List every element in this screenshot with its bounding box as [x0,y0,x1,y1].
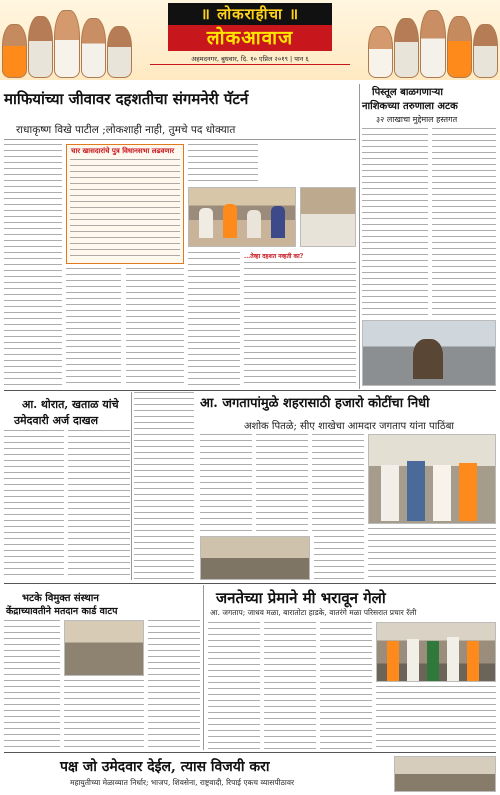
janta-headline: जनतेच्या प्रेमाने मी भरावून गेलो [216,589,386,607]
lead-text-column-1 [4,144,62,387]
jagtap-photo [368,434,496,524]
dateline: अहमदनगर, बुधवार, दि. १० एप्रिल २०१९ | पान ६ [191,55,309,63]
newspaper-logo [168,3,332,53]
paksh-subhead: महायुतीच्या मेळाव्यात निर्धार; भाजप, शिवसेना, राष्ट्रवादी, रिपाई एकच व्यासपीठावर [70,778,295,787]
bhatke-photo [64,620,144,676]
bhatke-headline-line1: भटके विमुक्त संस्थान [22,593,99,604]
bhatke-headline-line2: केंद्राच्यावतीने मतदान कार्ड वाटप [6,606,118,617]
lead-highlight-box [66,144,184,264]
lead-headline: माफियांच्या जीवावर दहशतीचा संगमनेरी पॅटर्न [4,90,249,108]
lead-photo [188,187,296,247]
jagtap-subhead: अशोक पितळे; सीए शाखेचा आमदार जगताप यांना पाठिंबा [244,421,454,432]
thorat-headline-line2: उमेदवारी अर्ज दाखल [14,414,99,427]
side-photo [362,320,496,386]
lead-box-heading: चार खासदारांचे पुत्र विधानसभा लढवणार [71,147,175,155]
thorat-headline-line1: आ. थोरात, खताळ यांचे [22,398,119,411]
logo-bottom: लोकआवाज [168,25,332,51]
jagtap-rally-photo [200,536,310,580]
paksh-headline: पक्ष जो उमेदवार देईल, त्यास विजयी करा [60,759,270,775]
janta-photo [376,622,496,682]
masthead-leaders-right [368,6,498,78]
lead-sub-caption: ...तेव्हा दहशत नव्हती का? [244,253,304,260]
jagtap-headline: आ. जगतापांमुळे शहरासाठी हजारो कोटींचा निधी [200,396,430,411]
masthead-leaders-left [2,6,132,78]
lead-subhead: राधाकृष्ण विखे पाटील ;लोकशाही नाही, तुमचे पद धोक्यात [16,124,236,136]
side-subhead: ३२ लाखाचा मुद्देमाल हस्तगत [376,115,458,124]
side-headline-line1: पिस्तूल बाळगणाऱ्या [372,87,443,98]
paksh-photo [394,756,496,792]
janta-subhead: आ. जगताप; जाधव मळा, बारातोटा हाडके, वातरंगे मळा परिसरात प्रचार रॅली [210,608,417,617]
lead-photo-inset [300,187,356,247]
masthead [0,0,500,80]
side-headline-line2: नाशिकच्या तरुणाला अटक [362,101,458,112]
logo-top: ॥ लोकराहीचा ॥ [168,3,332,25]
